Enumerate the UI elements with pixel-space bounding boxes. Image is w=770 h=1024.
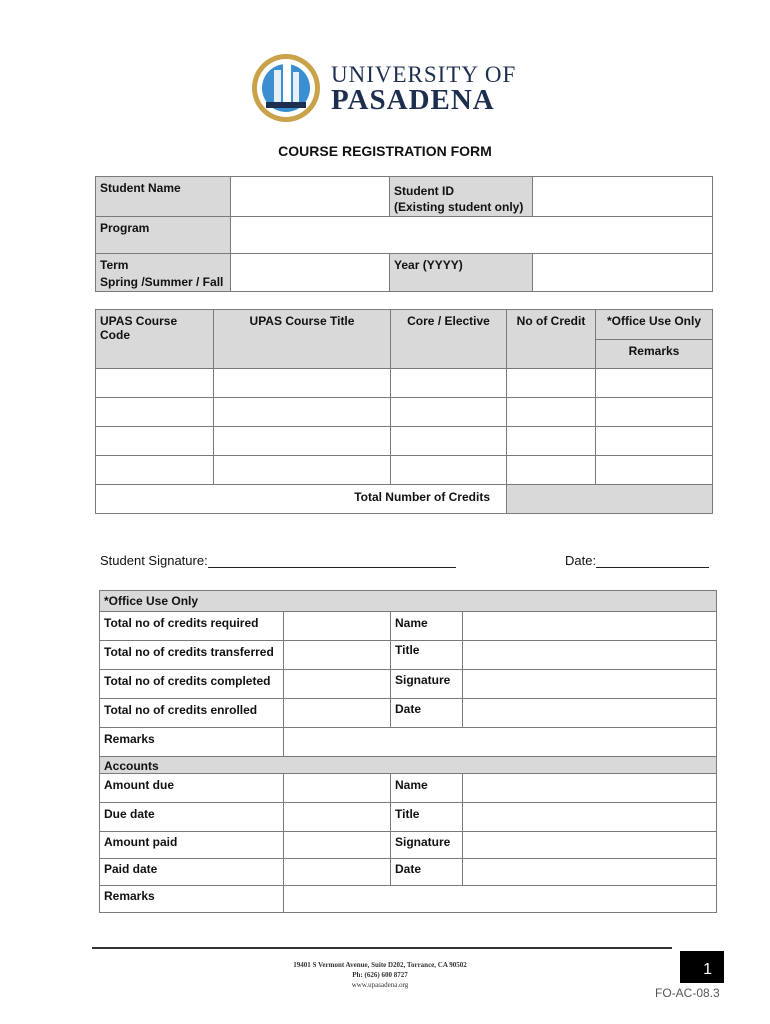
remarks-field[interactable] [596, 456, 713, 485]
program-field[interactable] [231, 217, 713, 254]
course-title-field[interactable] [214, 369, 391, 398]
accounts-row-field[interactable] [284, 859, 391, 886]
credit-field[interactable] [507, 427, 596, 456]
course-code-field[interactable] [96, 456, 214, 485]
office-remarks-field[interactable] [284, 728, 717, 757]
accounts-row-label: Signature [391, 832, 463, 859]
course-code-field[interactable] [96, 369, 214, 398]
accounts-section-title: Accounts [100, 757, 717, 774]
accounts-row-field[interactable] [463, 859, 717, 886]
office-row-field[interactable] [463, 612, 717, 641]
student-id-label: Student ID (Existing student only) [390, 177, 533, 217]
student-name-label: Student Name [96, 177, 231, 217]
core-elective-field[interactable] [391, 398, 507, 427]
course-title-field[interactable] [214, 398, 391, 427]
header-no-of-credit: No of Credit [507, 310, 596, 369]
footer-address: 19401 S Vermont Avenue, Suite D202, Torrance, CA 90502 [293, 961, 467, 969]
header-course-title: UPAS Course Title [214, 310, 391, 369]
office-row-label: Name [391, 612, 463, 641]
logo-line2: PASADENA [331, 84, 495, 116]
office-row-field[interactable] [463, 670, 717, 699]
total-credits-field[interactable] [507, 485, 713, 514]
date-line[interactable] [596, 553, 709, 568]
footer-address-block [250, 960, 510, 990]
footer-website: www.upasadena.org [351, 981, 409, 989]
student-id-field[interactable] [533, 177, 713, 217]
office-row-label: Total no of credits completed [100, 670, 284, 699]
office-row-field[interactable] [463, 699, 717, 728]
year-field[interactable] [533, 254, 713, 292]
course-table [95, 309, 713, 514]
student-name-field[interactable] [231, 177, 390, 217]
program-label: Program [96, 217, 231, 254]
accounts-remarks-field[interactable] [284, 886, 717, 913]
course-title-field[interactable] [214, 427, 391, 456]
remarks-field[interactable] [596, 427, 713, 456]
office-remarks-label: Remarks [100, 728, 284, 757]
office-use-table [99, 590, 717, 913]
accounts-remarks-label: Remarks [100, 886, 284, 913]
accounts-row-field[interactable] [284, 803, 391, 832]
accounts-row-label: Due date [100, 803, 284, 832]
office-section-title: *Office Use Only [100, 591, 717, 612]
course-row [96, 427, 713, 456]
course-code-field[interactable] [96, 427, 214, 456]
office-row-label: Signature [391, 670, 463, 699]
accounts-row-label: Amount due [100, 774, 284, 803]
accounts-row-label: Title [391, 803, 463, 832]
footer-divider [92, 947, 672, 949]
accounts-row-field[interactable] [463, 774, 717, 803]
accounts-row-label: Name [391, 774, 463, 803]
core-elective-field[interactable] [391, 456, 507, 485]
header-core-elective: Core / Elective [391, 310, 507, 369]
signature-date: Date: [565, 553, 709, 568]
student-info-table [95, 176, 713, 292]
credit-field[interactable] [507, 456, 596, 485]
accounts-row-label: Paid date [100, 859, 284, 886]
term-field[interactable] [231, 254, 390, 292]
course-row [96, 369, 713, 398]
core-elective-field[interactable] [391, 369, 507, 398]
office-row-label: Total no of credits transferred [100, 641, 284, 670]
accounts-row-label: Date [391, 859, 463, 886]
logo-line1: UNIVERSITY OF [331, 62, 517, 87]
credit-field[interactable] [507, 398, 596, 427]
course-row [96, 456, 713, 485]
office-row-field[interactable] [284, 641, 391, 670]
accounts-row-field[interactable] [463, 832, 717, 859]
page-number: 1 [680, 951, 724, 983]
course-title-field[interactable] [214, 456, 391, 485]
course-row [96, 398, 713, 427]
student-signature: Student Signature: [100, 553, 456, 568]
core-elective-field[interactable] [391, 427, 507, 456]
office-row-label: Total no of credits enrolled [100, 699, 284, 728]
total-credits-label: Total Number of Credits [96, 485, 507, 514]
remarks-field[interactable] [596, 398, 713, 427]
accounts-row-field[interactable] [284, 774, 391, 803]
office-row-label: Title [391, 641, 463, 670]
term-label: Term Spring /Summer / Fall [96, 254, 231, 292]
office-row-field[interactable] [463, 641, 717, 670]
form-title: COURSE REGISTRATION FORM [278, 143, 492, 159]
header-remarks: Remarks [596, 340, 713, 369]
remarks-field[interactable] [596, 369, 713, 398]
signature-line[interactable] [208, 553, 456, 568]
accounts-row-label: Amount paid [100, 832, 284, 859]
form-code: FO-AC-08.3 [655, 986, 720, 1000]
credit-field[interactable] [507, 369, 596, 398]
header-course-code: UPAS Course Code [96, 310, 214, 369]
office-row-label: Date [391, 699, 463, 728]
office-row-field[interactable] [284, 612, 391, 641]
footer-phone: Ph: (626) 600 8727 [352, 971, 408, 979]
office-row-label: Total no of credits required [100, 612, 284, 641]
year-label: Year (YYYY) [390, 254, 533, 292]
header-office-use: *Office Use Only [596, 310, 713, 340]
office-row-field[interactable] [284, 699, 391, 728]
course-code-field[interactable] [96, 398, 214, 427]
accounts-row-field[interactable] [463, 803, 717, 832]
accounts-row-field[interactable] [284, 832, 391, 859]
office-row-field[interactable] [284, 670, 391, 699]
